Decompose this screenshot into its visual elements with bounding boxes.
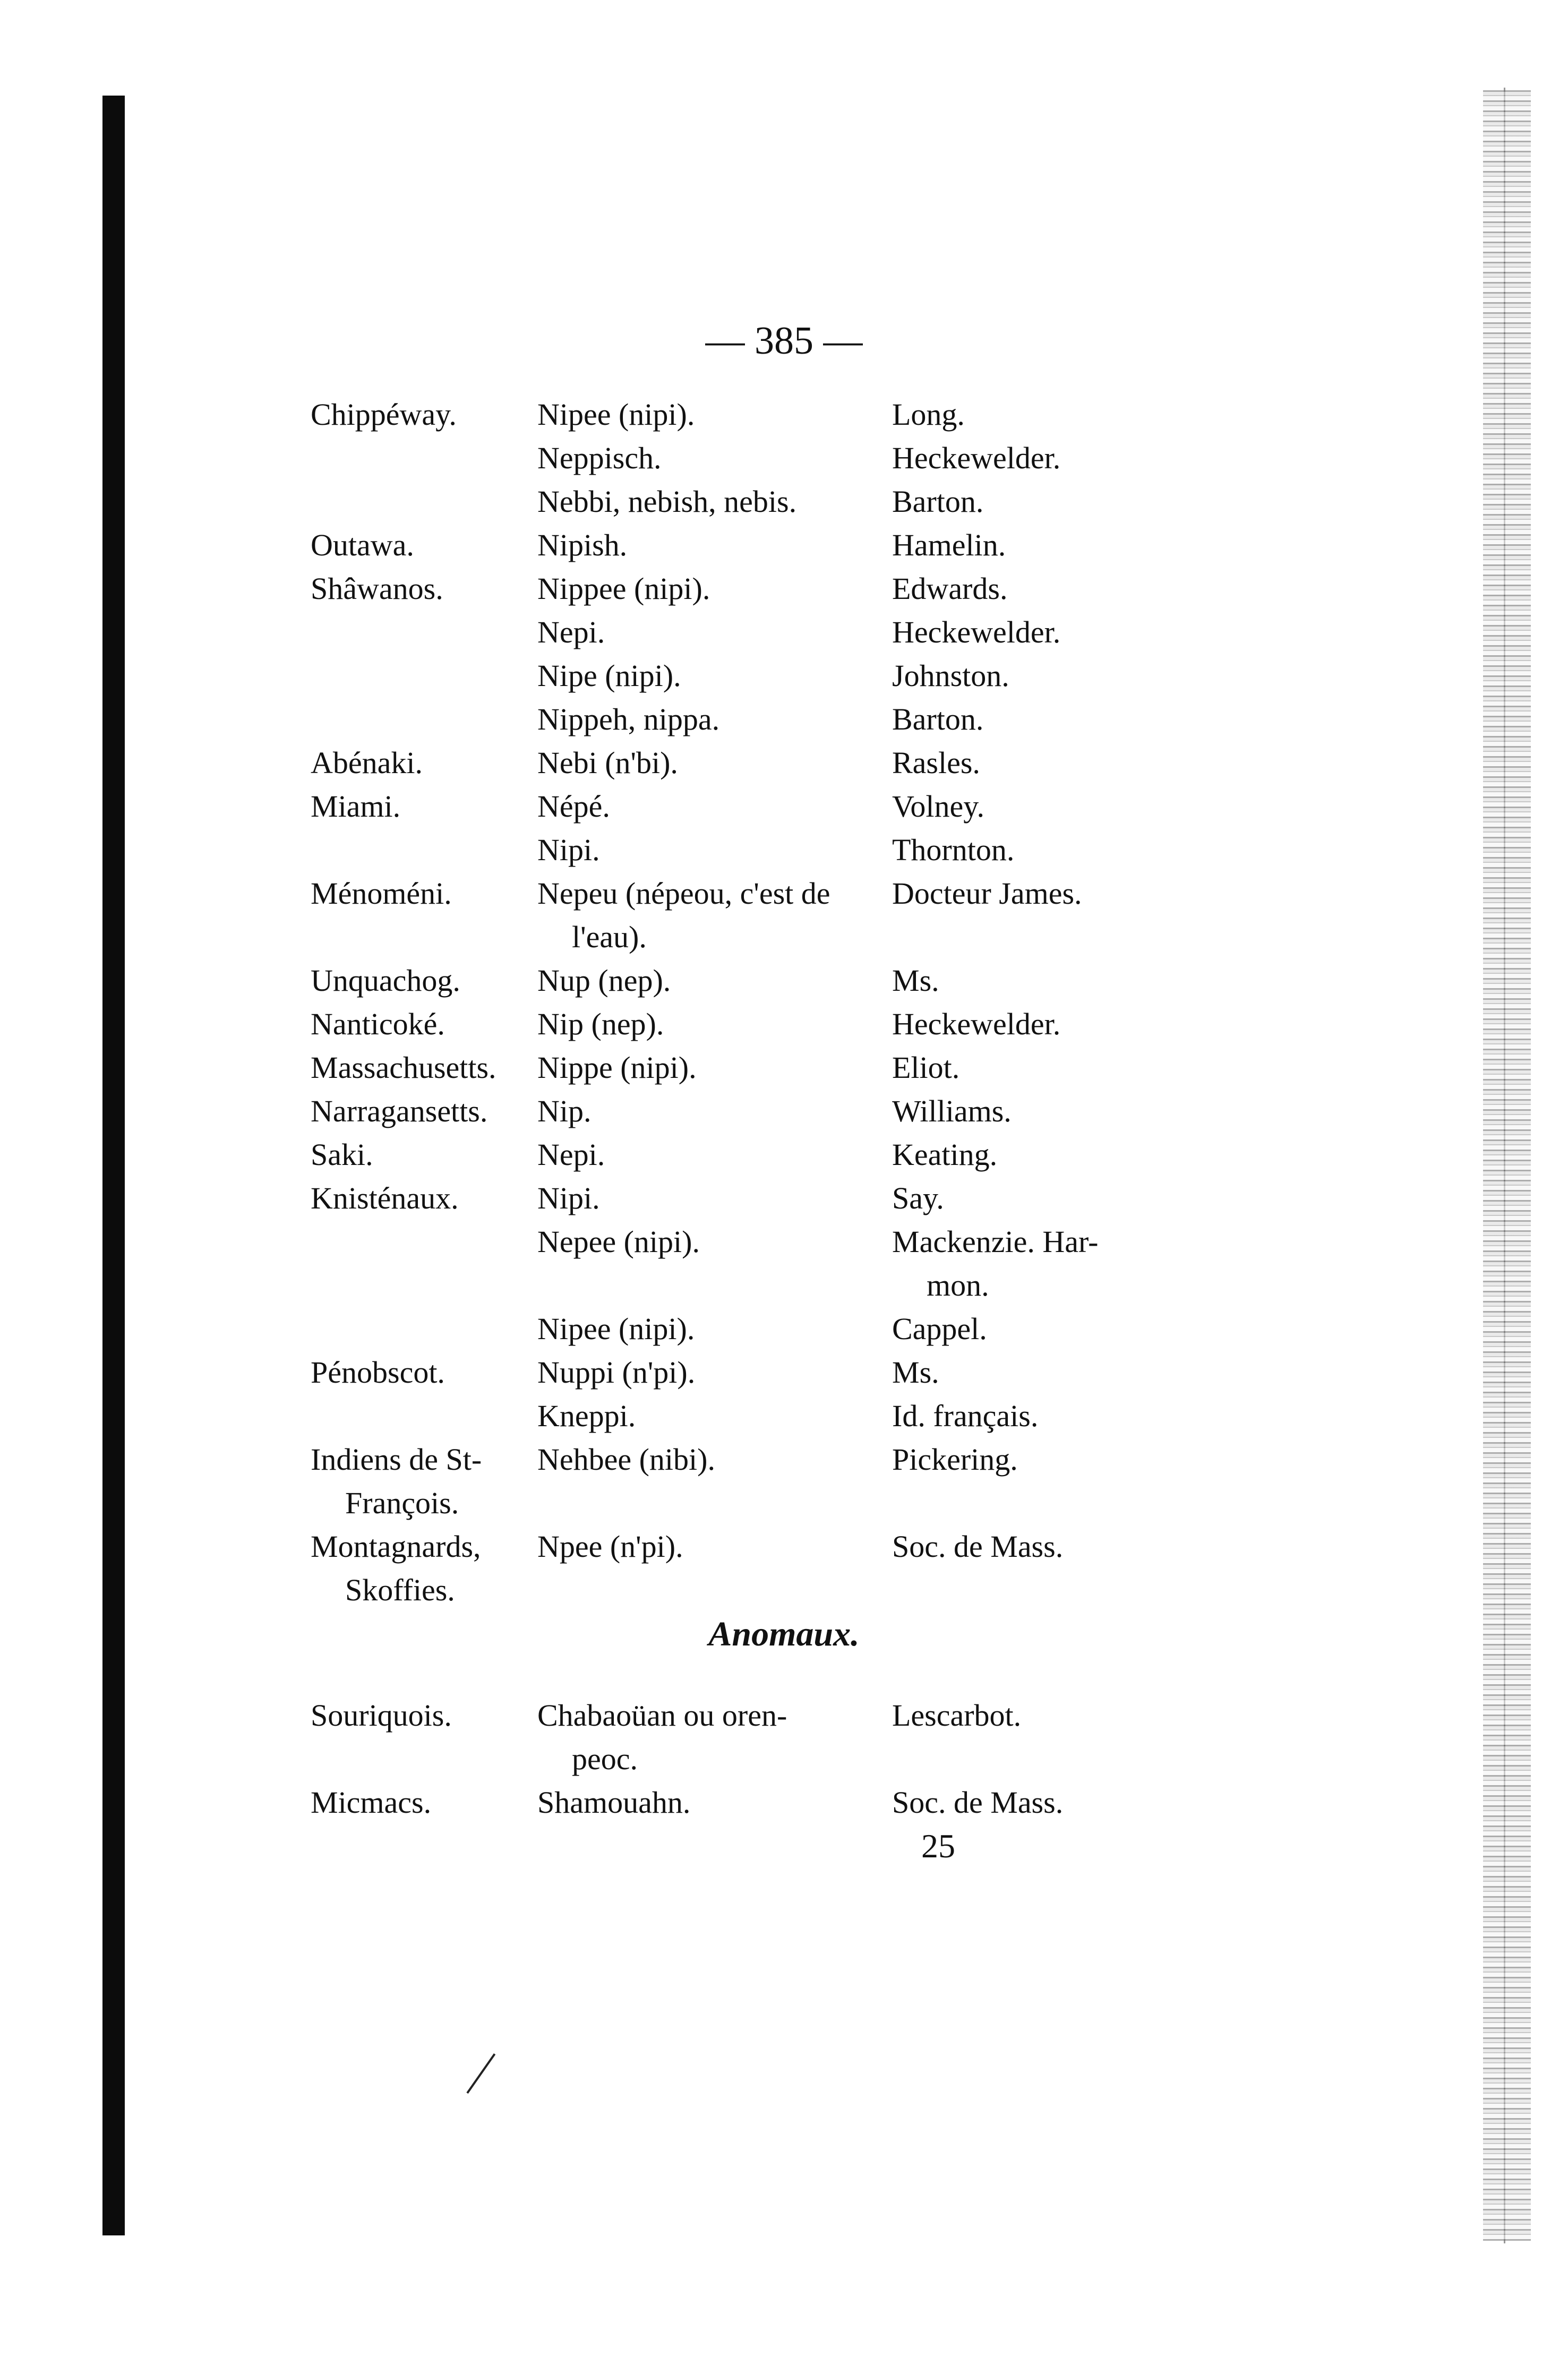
word-cell-text: Nipi. [537,833,600,867]
language-cell-text: Souriquois. [311,1698,452,1733]
language-cell-text: Nanticoké. [311,1007,445,1041]
word-cell-text: Nebi (n'bi). [537,745,678,780]
source-cell [892,1694,1021,1737]
word-cell-text: Npee (n'pi). [537,1529,683,1564]
language-cell-text: Miami. [311,789,401,824]
word-cell [537,393,695,436]
source-cell [892,480,983,524]
page-header: — 385 — [705,319,863,363]
language-cell [311,1046,496,1090]
source-cell-text: Heckewelder. [892,441,1061,475]
language-cell-text: Ménoméni. [311,876,452,911]
word-cell [537,567,710,611]
word-cell-text: Nipe (nipi). [537,658,681,693]
source-cell [892,1438,1018,1481]
word-cell [537,741,678,785]
word-cell-text: Shamouahn. [537,1785,691,1820]
word-cell-text: Nup (nep). [537,963,671,998]
language-cell [311,1525,481,1569]
source-cell [892,828,1014,872]
source-cell-text: Mackenzie. Har- [892,1224,1099,1259]
language-cell [311,524,414,567]
language-cell [311,393,457,436]
language-cell [311,1177,459,1220]
word-cell-text: Nipee (nipi). [537,1312,695,1346]
word-cell-text: Nip (nep). [537,1007,664,1041]
source-cell [892,959,939,1002]
language-cell-text: Outawa. [311,528,414,562]
page-edge-texture [1483,90,1531,2241]
source-cell-text: Barton. [892,702,984,736]
language-cell-text: Abénaki. [311,745,423,780]
source-cell [892,654,1009,698]
language-cell-text: Indiens de St- [311,1442,482,1477]
word-cell [537,1351,695,1394]
word-cell-text: Nuppi (n'pi). [537,1355,696,1390]
source-cell-text: Heckewelder. [892,615,1061,649]
word-cell-text: Népé. [537,789,610,824]
source-cell [892,1351,939,1394]
language-cell [311,1569,455,1612]
word-cell-text: Kneppi. [537,1399,636,1433]
word-cell [537,1737,638,1781]
source-cell-text: Say. [892,1181,944,1215]
language-cell-text: François. [345,1486,459,1520]
source-cell-text: Edwards. [892,571,1008,606]
word-cell [537,698,719,741]
language-cell [311,1002,445,1046]
word-cell [537,1046,697,1090]
source-cell-text: Ms. [892,963,939,998]
word-cell [537,1694,787,1737]
word-cell-text: Nippeh, nippa. [537,702,720,736]
language-cell-text: Unquachog. [311,963,460,998]
word-cell [537,1090,592,1133]
language-cell-text: Micmacs. [311,1785,432,1820]
source-cell-text: Soc. de Mass. [892,1785,1064,1820]
section-title: Anomaux. [708,1615,860,1653]
source-cell [892,1133,997,1177]
source-cell-text: Soc. de Mass. [892,1529,1064,1564]
source-cell-text: Keating. [892,1137,998,1172]
source-cell [892,698,983,741]
source-cell-text: Thornton. [892,833,1015,867]
word-cell [537,959,671,1002]
source-cell [892,1177,944,1220]
word-cell [537,1133,605,1177]
language-cell [311,1438,482,1481]
source-cell-text: mon. [927,1268,989,1302]
language-cell-text: Chippéway. [311,397,457,432]
word-cell [537,1307,695,1351]
word-cell [537,872,830,915]
language-cell-text: Montagnards, [311,1529,481,1564]
source-cell [892,741,980,785]
source-cell [892,1220,1099,1264]
language-cell-text: Shâwanos. [311,571,443,606]
printer-signature-mark: 25 [921,1827,955,1865]
source-cell-text: Pickering. [892,1442,1018,1477]
language-cell [311,1090,487,1133]
word-cell-text: Chabaoüan ou oren- [537,1698,787,1733]
book-spine-shadow [102,96,125,2235]
word-cell [537,436,662,480]
word-cell [537,1438,715,1481]
source-cell-text: Long. [892,397,965,432]
source-cell-text: Barton. [892,484,984,519]
word-cell [537,1177,600,1220]
word-cell-text: Nipee (nipi). [537,397,695,432]
word-cell [537,828,600,872]
source-cell [892,1090,1012,1133]
word-cell-text: Nip. [537,1094,592,1128]
language-cell-text: Massachusetts. [311,1050,496,1085]
word-cell-text: Neppisch. [537,441,662,475]
word-cell [537,524,627,567]
source-cell [892,393,965,436]
source-cell [892,1046,959,1090]
word-cell [537,915,647,959]
word-cell [537,480,796,524]
source-cell-text: Heckewelder. [892,1007,1061,1041]
word-cell-text: Nehbee (nibi). [537,1442,715,1477]
word-cell [537,785,610,828]
language-cell [311,1694,452,1737]
word-cell-text: Nepi. [537,615,605,649]
word-cell-text: Nipish. [537,528,628,562]
language-cell [311,1481,459,1525]
language-cell [311,1133,373,1177]
source-cell [892,1781,1063,1824]
word-cell-text: Nepeu (népeou, c'est de [537,876,830,911]
word-cell [537,1002,664,1046]
word-cell [537,1394,636,1438]
source-cell [892,1264,989,1307]
source-cell-text: Docteur James. [892,876,1082,911]
source-cell-text: Eliot. [892,1050,960,1085]
source-cell-text: Id. français. [892,1399,1039,1433]
source-cell-text: Cappel. [892,1312,987,1346]
language-cell [311,567,443,611]
word-cell-text: Nippee (nipi). [537,571,710,606]
source-cell [892,611,1060,654]
word-cell-text: l'eau). [572,920,647,954]
source-cell [892,524,1006,567]
source-cell [892,872,1082,915]
source-cell [892,1002,1060,1046]
language-cell [311,741,423,785]
word-cell [537,611,605,654]
source-cell-text: Rasles. [892,745,980,780]
source-cell-text: Ms. [892,1355,939,1390]
source-cell [892,785,984,828]
language-cell [311,1781,431,1824]
word-cell-text: Nippe (nipi). [537,1050,697,1085]
source-cell-text: Volney. [892,789,984,824]
language-cell-text: Saki. [311,1137,373,1172]
source-cell [892,436,1060,480]
pen-mark [466,2053,495,2094]
word-cell-text: Nepi. [537,1137,605,1172]
word-cell-text: Nepee (nipi). [537,1224,700,1259]
word-cell-text: peoc. [572,1742,638,1776]
source-cell [892,1394,1038,1438]
word-cell-text: Nebbi, nebish, nebis. [537,484,797,519]
source-cell-text: Williams. [892,1094,1012,1128]
word-cell-text: Nipi. [537,1181,600,1215]
language-cell-text: Skoffies. [345,1573,455,1607]
language-cell-text: Knisténaux. [311,1181,459,1215]
language-cell-text: Narragansetts. [311,1094,488,1128]
source-cell-text: Johnston. [892,658,1009,693]
source-cell-text: Lescarbot. [892,1698,1022,1733]
word-cell [537,1220,700,1264]
language-cell [311,1351,445,1394]
language-cell [311,872,452,915]
source-cell [892,567,1007,611]
source-cell-text: Hamelin. [892,528,1006,562]
word-cell [537,1781,690,1824]
language-cell [311,959,460,1002]
source-cell [892,1525,1063,1569]
word-cell [537,1525,683,1569]
language-cell [311,785,400,828]
word-cell [537,654,681,698]
language-cell-text: Pénobscot. [311,1355,445,1390]
source-cell [892,1307,987,1351]
